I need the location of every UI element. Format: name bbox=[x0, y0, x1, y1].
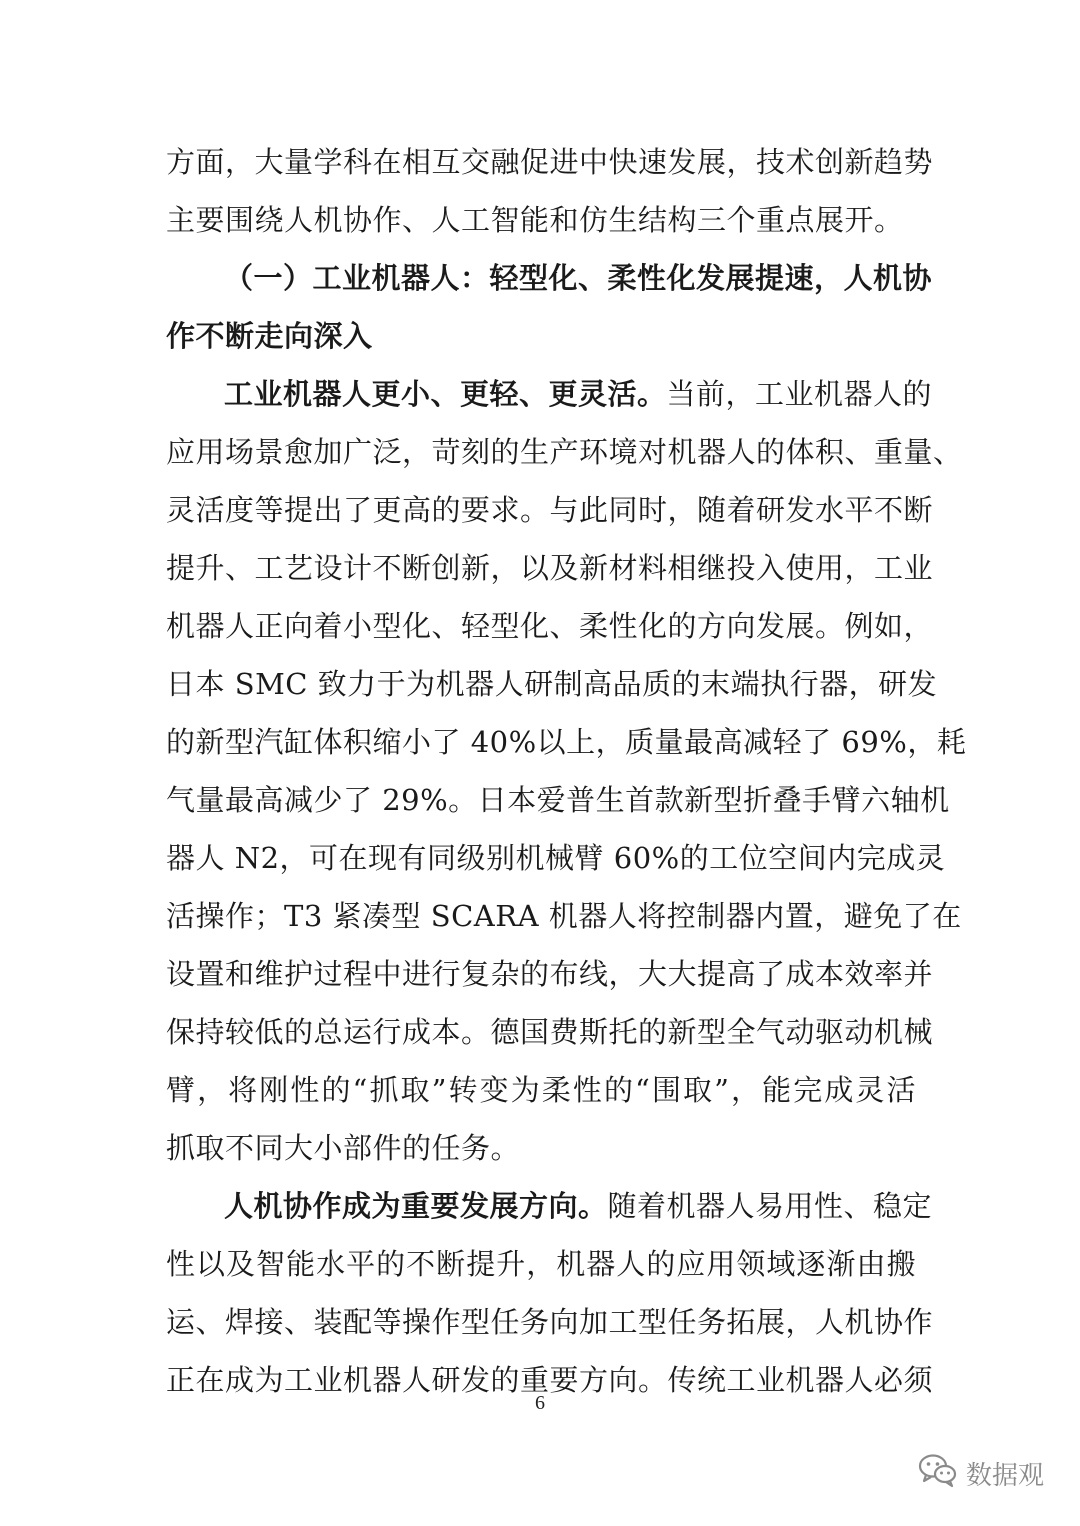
text-line: 设置和维护过程中进行复杂的布线，大大提高了成本效率并 bbox=[166, 957, 934, 991]
text-line: 日本 SMC 致力于为机器人研制高品质的末端执行器，研发 bbox=[166, 667, 938, 701]
text-line: 臂，将刚性的“抓取”转变为柔性的“围取”，能完成灵活 bbox=[166, 1073, 916, 1107]
text-line: 气量最高减少了 29%。日本爱普生首款新型折叠手臂六轴机 bbox=[166, 783, 950, 817]
document-body bbox=[166, 133, 967, 1409]
text-line: 的新型汽缸体积缩小了 40%以上，质量最高减轻了 69%，耗 bbox=[166, 725, 967, 759]
paragraph-text: 随着机器人易用性、稳定 bbox=[607, 1189, 933, 1223]
page-number: 6 bbox=[535, 1392, 545, 1414]
text-line bbox=[166, 1177, 933, 1235]
text-line: 正在成为工业机器人研发的重要方向。传统工业机器人必须 bbox=[166, 1363, 934, 1397]
text-line: 器人 N2，可在现有同级别机械臂 60%的工位空间内完成灵 bbox=[166, 841, 946, 875]
text-line bbox=[166, 365, 933, 423]
text-line: 灵活度等提出了更高的要求。与此同时，随着研发水平不断 bbox=[166, 493, 934, 527]
text-line: 应用场景愈加广泛，苛刻的生产环境对机器人的体积、重量、 bbox=[166, 435, 963, 469]
paragraph-lead: 人机协作成为重要发展方向。 bbox=[224, 1189, 608, 1223]
text-line: 作不断走向深入 bbox=[166, 319, 373, 353]
text-line: 方面，大量学科在相互交融促进中快速发展，技术创新趋势 bbox=[166, 145, 934, 179]
paragraph-lead: 工业机器人更小、更轻、更灵活。 bbox=[224, 377, 667, 411]
text-line: 主要围绕人机协作、人工智能和仿生结构三个重点展开。 bbox=[166, 203, 904, 237]
text-line: 性以及智能水平的不断提升，机器人的应用领域逐渐由搬 bbox=[166, 1247, 916, 1281]
watermark-label: 数据观 bbox=[965, 1460, 1044, 1491]
text-line: （一）工业机器人：轻型化、柔性化发展提速，人机协 bbox=[224, 261, 933, 295]
watermark bbox=[918, 1448, 1044, 1498]
text-line: 运、焊接、装配等操作型任务向加工型任务拓展，人机协作 bbox=[166, 1305, 934, 1339]
wechat-icon bbox=[918, 1452, 958, 1495]
text-line: 活操作；T3 紧凑型 SCARA 机器人将控制器内置，避免了在 bbox=[166, 899, 962, 933]
text-line: 机器人正向着小型化、轻型化、柔性化的方向发展。例如， bbox=[166, 609, 934, 643]
text-line: 保持较低的总运行成本。德国费斯托的新型全气动驱动机械 bbox=[166, 1015, 934, 1049]
text-line: 抓取不同大小部件的任务。 bbox=[166, 1131, 521, 1165]
paragraph-text: 当前，工业机器人的 bbox=[666, 377, 933, 411]
text-line: 提升、工艺设计不断创新，以及新材料相继投入使用，工业 bbox=[166, 551, 934, 585]
